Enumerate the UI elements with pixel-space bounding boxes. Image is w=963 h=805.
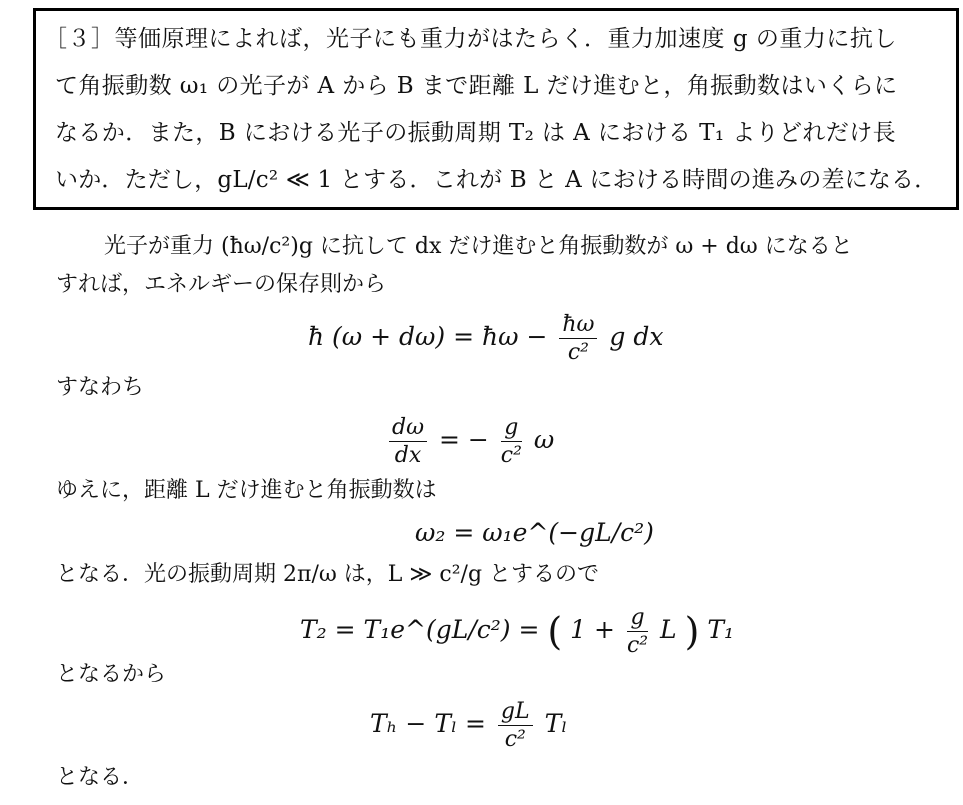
equation-4-numerator: g [627,606,648,632]
equation-1 [308,313,663,364]
equation-4-T1: T₁ [707,615,735,645]
problem-line-4: いか．ただし，gL/c² ≪ 1 とする．これが B と A における時間の進みの差になる． [55,167,938,193]
equation-2-left-denominator: dx [394,443,422,469]
problem-line-3: なるか．また，B における光子の振動周期 T₂ は A における T₁ よりどれだけ長 [55,120,897,146]
equation-2 [385,416,554,467]
equation-1-fraction [559,313,597,364]
equation-2-right-denominator: c² [500,443,522,469]
equation-4-close-paren: ) [684,609,700,654]
equation-2-right-numerator: g [501,416,522,442]
text-yueni: ゆえに，距離 L だけ進むと角振動数は [56,478,437,503]
equation-5-lhs: Tₕ − Tₗ = [370,709,486,739]
equation-1-lhs: ħ (ω + dω) = ħω − [308,322,548,352]
equation-5-fraction [498,700,533,751]
equation-4 [300,606,734,657]
text-naru-kara: となるから [56,662,167,687]
equation-5 [370,700,567,751]
text-period: となる．光の振動周期 2π/ω は，L ≫ c²/g とするので [56,562,600,587]
text-sunawachi: すなわち [56,375,145,400]
equation-1-denominator: c² [567,340,589,366]
equation-4-fraction [627,606,648,657]
equation-1-rhs: g dx [609,322,664,352]
equation-2-right-fraction [501,416,522,467]
equation-5-denominator: c² [504,727,526,753]
text-final: となる． [56,765,145,790]
equation-4-open-paren: ( [547,609,563,654]
solution-line-1: 光子が重力 (ħω/c²)g に抗して dx だけ進むと角振動数が ω + dω になると [104,234,853,259]
equation-4-lhs: T₂ = T₁e^(gL/c²) = [300,615,540,645]
equation-4-one-plus: 1 + [570,615,615,645]
equation-2-tail: ω [533,425,555,455]
equation-2-equals: = − [438,425,489,455]
problem-line-1: ［３］等価原理によれば，光子にも重力がはたらく．重力加速度 g の重力に抗し [44,26,897,52]
equation-5-rhs: Tₗ [544,709,568,739]
equation-5-numerator: gL [498,700,533,726]
equation-2-left-fraction [389,416,427,467]
problem-line-2: て角振動数 ω₁ の光子が A から B まで距離 L だけ進むと，角振動数はいくらに [55,73,898,99]
equation-3: ω₂ = ω₁e^(−gL/c²) [415,518,654,547]
equation-4-L: L [660,615,677,645]
equation-4-denominator: c² [626,633,649,659]
equation-2-left-numerator: dω [389,416,427,442]
equation-1-numerator: ħω [559,313,597,339]
solution-line-2: すれば，エネルギーの保存則から [56,272,387,297]
